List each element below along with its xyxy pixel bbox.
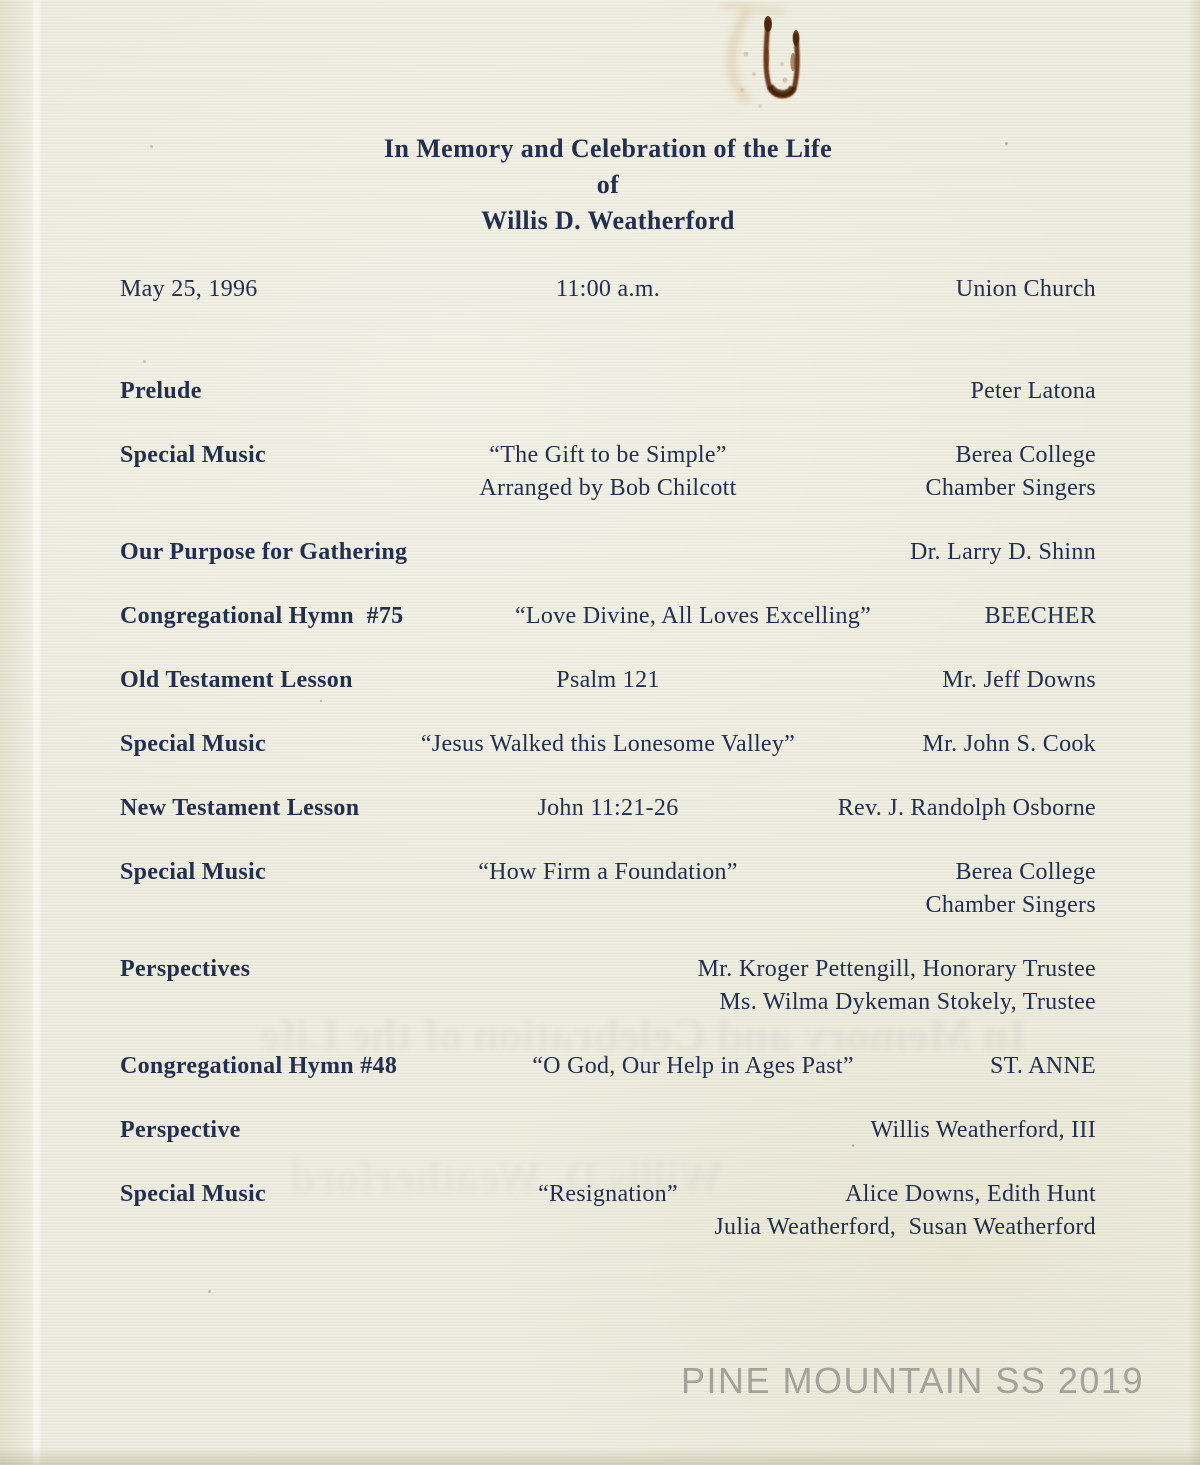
program-item-detail: “Jesus Walked this Lonesome Valley” <box>420 731 796 757</box>
program-item-label: Old Testament Lesson <box>120 667 353 693</box>
program-row <box>120 664 1096 697</box>
watermark-text: PINE MOUNTAIN SS 2019 <box>681 1360 1144 1401</box>
event-location: Union Church <box>955 276 1096 302</box>
program-item-detail: “The Gift to be Simple” Arranged by Bob Chilcott <box>479 442 737 501</box>
document-title <box>120 0 1096 239</box>
program-item-label: Special Music <box>120 442 266 468</box>
program-item-label: Congregational Hymn #48 <box>120 1053 398 1079</box>
program-item-detail: “Love Divine, All Loves Excelling” <box>514 603 872 629</box>
program-row <box>120 728 1096 761</box>
program-item-label: Perspective <box>120 1117 241 1143</box>
program-row <box>120 1114 1096 1147</box>
program-row <box>120 536 1096 569</box>
program-item-label: Congregational Hymn #75 <box>120 603 404 629</box>
title-line-3: Willis D. Weatherford <box>481 206 735 235</box>
program-item-detail: “O God, Our Help in Ages Past” <box>532 1053 854 1079</box>
program-item-credit: Mr. Kroger Pettengill, Honorary Trustee Ms. Wilma Dykeman Stokely, Trustee <box>697 956 1096 1015</box>
program-row <box>120 792 1096 825</box>
program-item-label: Special Music <box>120 731 266 757</box>
title-line-1: In Memory and Celebration of the Life <box>383 134 833 163</box>
program-item-credit: Peter Latona <box>970 378 1096 404</box>
title-line-2: of <box>596 170 620 199</box>
program-item-credit: Mr. John S. Cook <box>922 731 1096 757</box>
program-item-label: Prelude <box>120 378 202 404</box>
program-item-label: Special Music <box>120 1181 266 1207</box>
program-item-credit: Rev. J. Randolph Osborne <box>837 795 1096 821</box>
memorial-program-document <box>120 0 1096 1275</box>
program-row <box>120 375 1096 408</box>
program-item-credit: Alice Downs, Edith Hunt Julia Weatherford, Susan Weatherford <box>714 1181 1096 1240</box>
program-list <box>120 375 1096 1244</box>
program-item-credit: Berea College Chamber Singers <box>925 442 1096 501</box>
program-row <box>120 953 1096 1019</box>
program-item-credit: Dr. Larry D. Shinn <box>909 539 1096 565</box>
left-fold-line <box>33 0 40 1465</box>
program-row <box>120 1050 1096 1083</box>
program-item-label: Special Music <box>120 859 266 885</box>
program-row <box>120 439 1096 505</box>
program-item-credit: ST. ANNE <box>990 1053 1096 1079</box>
program-item-label: New Testament Lesson <box>120 795 360 821</box>
program-item-credit: Berea College Chamber Singers <box>925 859 1096 918</box>
event-date: May 25, 1996 <box>120 276 258 302</box>
program-item-detail: “How Firm a Foundation” <box>478 859 738 885</box>
program-item-label: Our Purpose for Gathering <box>120 539 408 565</box>
program-item-credit: Mr. Jeff Downs <box>942 667 1096 693</box>
program-row <box>120 600 1096 633</box>
program-item-label: Perspectives <box>120 956 251 982</box>
event-time: 11:00 a.m. <box>555 276 661 302</box>
program-row <box>120 1178 1096 1244</box>
program-item-detail: John 11:21-26 <box>537 795 679 821</box>
event-info-row <box>120 273 1096 306</box>
program-item-detail: “Resignation” <box>538 1181 678 1207</box>
program-item-credit: Willis Weatherford, III <box>870 1117 1096 1143</box>
program-item-detail: Psalm 121 <box>556 667 660 693</box>
right-edge-shadow <box>1188 0 1200 1465</box>
program-row <box>120 856 1096 922</box>
bottom-edge-shadow <box>0 1447 1200 1465</box>
program-item-credit: BEECHER <box>984 603 1096 629</box>
paper-speck <box>208 1290 211 1293</box>
left-edge-shadow <box>0 0 32 1465</box>
